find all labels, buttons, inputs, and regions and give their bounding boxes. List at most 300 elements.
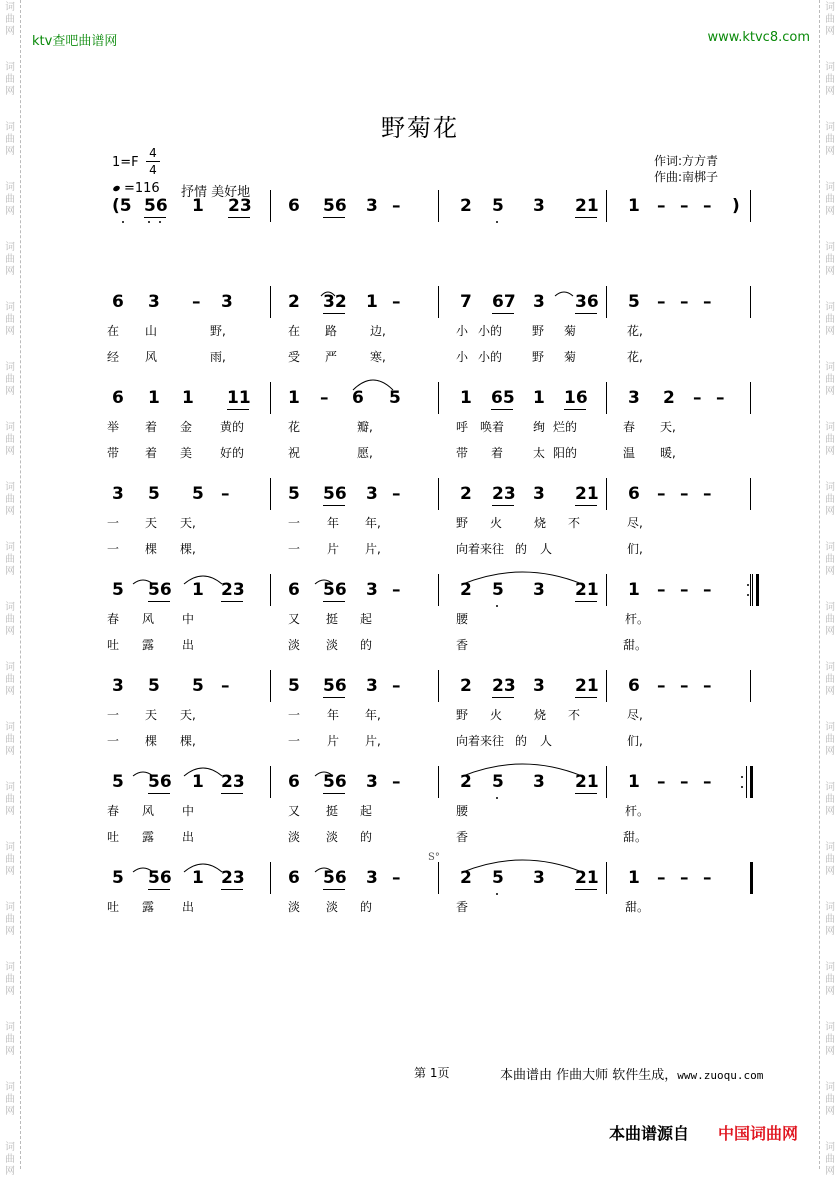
beam-line xyxy=(323,217,345,218)
watermark-char: 网 xyxy=(5,206,15,217)
lyric-verse-1: 香 xyxy=(456,900,469,914)
note: 5 xyxy=(112,868,124,888)
lyric-verse-2: 雨, xyxy=(210,350,226,364)
lyric-verse-1: 烧 xyxy=(534,708,547,722)
watermark-char: 曲 xyxy=(825,554,835,565)
segno-mark: S° xyxy=(428,852,440,863)
lyric-verse-2: 一 xyxy=(107,542,120,556)
lyric-verse-1: 天 xyxy=(145,708,158,722)
watermark-char: 网 xyxy=(825,326,835,337)
watermark-char: 曲 xyxy=(825,1154,835,1165)
watermark-char: 曲 xyxy=(5,734,15,745)
note: 1 xyxy=(628,580,640,600)
watermark-char: 词 xyxy=(825,62,835,73)
lyric-verse-1: 挺 xyxy=(326,612,339,626)
note: 7 xyxy=(460,292,472,312)
bar-line xyxy=(270,382,271,414)
watermark-char: 网 xyxy=(825,926,835,937)
watermark-char: 曲 xyxy=(5,674,15,685)
watermark-char: 曲 xyxy=(5,1094,15,1105)
watermark-char: 词 xyxy=(825,242,835,253)
lyric-verse-2: 祝 xyxy=(288,446,301,460)
slur xyxy=(463,860,582,872)
site-url-right: www.ktvc8.com xyxy=(707,30,810,45)
watermark-char: 曲 xyxy=(825,914,835,925)
tempo-value: =116 xyxy=(124,181,160,196)
watermark-char: 曲 xyxy=(825,254,835,265)
watermark-char: 曲 xyxy=(825,794,835,805)
lyric-verse-1: 腰 xyxy=(456,612,469,626)
watermark-char: 曲 xyxy=(5,1154,15,1165)
watermark-char: 曲 xyxy=(5,854,15,865)
note: 56 xyxy=(323,676,347,696)
lyric-verse-1: 一 xyxy=(288,708,301,722)
bar-line xyxy=(606,766,607,798)
watermark-char: 曲 xyxy=(825,314,835,325)
bar-line xyxy=(438,766,439,798)
watermark-char: 词 xyxy=(5,542,15,553)
watermark-char: 曲 xyxy=(5,314,15,325)
beam-line xyxy=(323,601,345,602)
note: – xyxy=(392,676,401,696)
note: – xyxy=(221,676,230,696)
lyric-verse-2: 淡 xyxy=(326,830,339,844)
note: – xyxy=(703,676,712,696)
lyric-verse-2: 吐 xyxy=(107,830,120,844)
watermark-char: 网 xyxy=(5,446,15,457)
note: 6 xyxy=(112,292,124,312)
watermark-char: 词 xyxy=(5,362,15,373)
watermark-char: 网 xyxy=(825,266,835,277)
note: 2 xyxy=(460,196,472,216)
bar-line xyxy=(606,862,607,894)
lyric-verse-1: 风 xyxy=(142,612,155,626)
bar-line xyxy=(270,190,271,222)
generator-note xyxy=(500,1064,763,1083)
note: 3 xyxy=(533,196,545,216)
watermark-char: 曲 xyxy=(825,1094,835,1105)
bar-line xyxy=(606,190,607,222)
lyric-verse-1: 出 xyxy=(182,900,195,914)
repeat-dot xyxy=(747,584,749,586)
lyric-verse-2: 野 xyxy=(532,350,545,364)
watermark-char: 网 xyxy=(825,206,835,217)
note: 5 xyxy=(492,196,504,216)
watermark-char: 曲 xyxy=(825,434,835,445)
watermark-char: 词 xyxy=(825,302,835,313)
lyric-verse-2: 们, xyxy=(627,734,643,748)
low-octave-dot xyxy=(496,797,498,799)
watermark-char: 词 xyxy=(825,482,835,493)
lyric-verse-2: 太 xyxy=(533,446,546,460)
lyric-verse-2: 小的 xyxy=(478,350,503,364)
note: 2 xyxy=(460,868,472,888)
bar-line xyxy=(606,574,607,606)
beam-line xyxy=(492,505,514,506)
note: 56 xyxy=(323,580,347,600)
lyric-verse-1: 的 xyxy=(360,900,373,914)
bar-line xyxy=(438,670,439,702)
note: 6 xyxy=(288,196,300,216)
note: 3 xyxy=(628,388,640,408)
watermark-char: 词 xyxy=(825,1142,835,1153)
watermark-char: 网 xyxy=(825,626,835,637)
lyric-verse-1: 黄的 xyxy=(220,420,245,434)
lyric-verse-1: 春 xyxy=(623,420,636,434)
lyric-verse-1: 小 xyxy=(456,324,469,338)
note: – xyxy=(703,868,712,888)
note: 5 xyxy=(389,388,401,408)
bar-line xyxy=(606,670,607,702)
lyric-verse-1: 又 xyxy=(288,804,301,818)
watermark-char: 词 xyxy=(5,722,15,733)
lyric-verse-2: 的 xyxy=(515,542,528,556)
note: 56 xyxy=(144,196,168,216)
beam-line xyxy=(221,793,243,794)
note: 6 xyxy=(628,484,640,504)
lyric-verse-2: 带 xyxy=(107,446,120,460)
beam-line xyxy=(148,601,170,602)
note: 1 xyxy=(366,292,378,312)
lyric-verse-2: 吐 xyxy=(107,638,120,652)
lyric-verse-2: 寒, xyxy=(370,350,386,364)
lyric-verse-2: 片 xyxy=(327,734,340,748)
watermark-char: 网 xyxy=(825,506,835,517)
lyric-verse-1: 举 xyxy=(107,420,120,434)
lyric-verse-2: 棵 xyxy=(145,734,158,748)
lyric-verse-1: 淡 xyxy=(326,900,339,914)
note: 5 xyxy=(192,676,204,696)
beam-line xyxy=(323,697,345,698)
watermark-char: 网 xyxy=(5,506,15,517)
bar-line xyxy=(750,382,751,414)
note: 5 xyxy=(148,484,160,504)
watermark-char: 词 xyxy=(825,962,835,973)
lyric-verse-2: 一 xyxy=(288,734,301,748)
note: – xyxy=(716,388,725,408)
watermark-char: 词 xyxy=(5,902,15,913)
watermark-char: 词 xyxy=(5,242,15,253)
watermark-char: 曲 xyxy=(5,14,15,25)
lyric-verse-1: 一 xyxy=(288,516,301,530)
note: – xyxy=(680,868,689,888)
note: 2 xyxy=(460,676,472,696)
watermark-char: 网 xyxy=(825,686,835,697)
note: 3 xyxy=(533,772,545,792)
note: 2 xyxy=(460,484,472,504)
watermark-char: 网 xyxy=(5,1106,15,1117)
note: – xyxy=(392,196,401,216)
note: 6 xyxy=(288,772,300,792)
lyric-verse-2: 片, xyxy=(365,542,381,556)
watermark-char: 曲 xyxy=(825,854,835,865)
note: 23 xyxy=(228,196,252,216)
watermark-char: 网 xyxy=(5,266,15,277)
watermark-char: 词 xyxy=(825,902,835,913)
lyric-verse-1: 春 xyxy=(107,804,120,818)
lyric-verse-1: 烧 xyxy=(534,516,547,530)
note: 21 xyxy=(575,580,599,600)
note: 3 xyxy=(533,580,545,600)
lyric-verse-2: 人 xyxy=(540,734,553,748)
bar-line xyxy=(606,382,607,414)
lyric-verse-2: 愿, xyxy=(357,446,373,460)
note: 5 xyxy=(492,772,504,792)
note: – xyxy=(680,292,689,312)
note: – xyxy=(392,292,401,312)
lyric-verse-1: 年 xyxy=(327,516,340,530)
watermark-char: 词 xyxy=(5,962,15,973)
beam-line xyxy=(323,889,345,890)
note: 3 xyxy=(533,484,545,504)
watermark-char: 词 xyxy=(5,842,15,853)
watermark-char: 词 xyxy=(825,362,835,373)
bar-line xyxy=(270,478,271,510)
source-label: 本曲谱源自 xyxy=(609,1124,690,1143)
note: – xyxy=(657,196,666,216)
note: 3 xyxy=(221,292,233,312)
song-title: 野菊花 xyxy=(381,114,459,142)
lyricist: 作词:方方青 xyxy=(654,154,719,168)
lyric-verse-2: 露 xyxy=(142,830,155,844)
watermark-char: 网 xyxy=(5,986,15,997)
watermark-char: 网 xyxy=(825,866,835,877)
watermark-char: 网 xyxy=(5,386,15,397)
note: 1 xyxy=(460,388,472,408)
beam-line xyxy=(148,793,170,794)
watermark-char: 曲 xyxy=(825,134,835,145)
lyric-verse-1: 小的 xyxy=(478,324,503,338)
watermark-char: 曲 xyxy=(5,374,15,385)
lyric-verse-2: 小 xyxy=(456,350,469,364)
slur xyxy=(463,572,582,584)
time-signature-bottom: 4 xyxy=(149,163,157,177)
lyric-verse-1: 呼 xyxy=(456,420,469,434)
watermark-char: 曲 xyxy=(825,974,835,985)
lyric-verse-2: 向着来往 xyxy=(456,734,505,748)
beam-line xyxy=(228,217,250,218)
note: 5 xyxy=(628,292,640,312)
lyric-verse-1: 年 xyxy=(327,708,340,722)
bar-line xyxy=(438,286,439,318)
bar-line xyxy=(750,286,751,318)
bar-line xyxy=(606,286,607,318)
lyric-verse-1: 年, xyxy=(365,708,381,722)
note: 1 xyxy=(192,868,204,888)
lyric-verse-1: 花 xyxy=(288,420,301,434)
lyric-verse-1: 年, xyxy=(365,516,381,530)
watermark-char: 曲 xyxy=(825,614,835,625)
note: 6 xyxy=(628,676,640,696)
final-barline xyxy=(750,862,753,894)
lyric-verse-1: 瓣, xyxy=(357,420,373,434)
watermark-char: 词 xyxy=(825,2,835,13)
lyric-verse-1: 天, xyxy=(180,708,196,722)
note: 1 xyxy=(628,868,640,888)
note: 5 xyxy=(148,676,160,696)
beam-line xyxy=(221,889,243,890)
watermark-char: 曲 xyxy=(825,494,835,505)
lyric-verse-1: 天 xyxy=(145,516,158,530)
watermark-char: 曲 xyxy=(5,974,15,985)
low-octave-dot xyxy=(496,605,498,607)
lyric-verse-1: 露 xyxy=(142,900,155,914)
lyric-verse-2: 向着来往 xyxy=(456,542,505,556)
bar-line xyxy=(750,478,751,510)
bar-line xyxy=(438,478,439,510)
low-octave-dot xyxy=(496,893,498,895)
lyric-verse-1: 金 xyxy=(180,420,193,434)
watermark-char: 词 xyxy=(5,1142,15,1153)
bar-line xyxy=(270,574,271,606)
note: 21 xyxy=(575,196,599,216)
note: 3 xyxy=(533,868,545,888)
note: – xyxy=(703,484,712,504)
lyric-verse-2: 棵 xyxy=(145,542,158,556)
beam-line xyxy=(144,217,166,218)
bar-line xyxy=(750,190,751,222)
note: – xyxy=(392,484,401,504)
watermark-char: 网 xyxy=(5,866,15,877)
watermark-char: 网 xyxy=(5,1046,15,1057)
lyric-verse-2: 菊 xyxy=(564,350,577,364)
watermark-char: 曲 xyxy=(5,914,15,925)
lyric-verse-1: 起 xyxy=(360,804,373,818)
repeat-dot xyxy=(741,776,743,778)
beam-line xyxy=(575,217,597,218)
lyric-verse-1: 中 xyxy=(182,612,195,626)
lyric-verse-1: 尽, xyxy=(627,516,643,530)
note: 56 xyxy=(323,484,347,504)
note: 21 xyxy=(575,772,599,792)
watermark-char: 网 xyxy=(5,326,15,337)
note: – xyxy=(703,196,712,216)
lyric-verse-2: 甜。 xyxy=(623,830,648,844)
note: – xyxy=(392,772,401,792)
note: – xyxy=(657,868,666,888)
lyric-verse-2: 人 xyxy=(540,542,553,556)
watermark-char: 网 xyxy=(825,1046,835,1057)
note: 21 xyxy=(575,676,599,696)
slur xyxy=(555,292,573,296)
lyric-verse-1: 在 xyxy=(288,324,301,338)
lyric-verse-2: 受 xyxy=(288,350,301,364)
watermark-char: 词 xyxy=(825,182,835,193)
note: 16 xyxy=(564,388,588,408)
note: – xyxy=(657,580,666,600)
lyric-verse-1: 烂的 xyxy=(553,420,578,434)
watermark-char: 网 xyxy=(5,686,15,697)
watermark-char: 词 xyxy=(5,482,15,493)
note: ) xyxy=(732,196,740,216)
watermark-char: 词 xyxy=(5,662,15,673)
lyric-verse-1: 唤着 xyxy=(480,420,505,434)
watermark-char: 词 xyxy=(5,2,15,13)
watermark-char: 词 xyxy=(825,122,835,133)
watermark-char: 曲 xyxy=(5,614,15,625)
note: 56 xyxy=(323,868,347,888)
beam-line xyxy=(323,313,345,314)
watermark-char: 词 xyxy=(5,782,15,793)
lyric-verse-1: 花, xyxy=(627,324,643,338)
lyric-verse-2: 好的 xyxy=(220,446,245,460)
watermark-char: 网 xyxy=(825,986,835,997)
watermark-char: 词 xyxy=(5,1022,15,1033)
watermark-char: 曲 xyxy=(5,254,15,265)
note: – xyxy=(703,292,712,312)
lyric-verse-2: 香 xyxy=(456,830,469,844)
time-signature-top: 4 xyxy=(149,146,157,160)
note: 1 xyxy=(192,772,204,792)
lyric-verse-1: 天, xyxy=(180,516,196,530)
note: – xyxy=(392,868,401,888)
watermark-char: 网 xyxy=(5,1166,15,1177)
note: 3 xyxy=(112,676,124,696)
lyric-verse-2: 阳的 xyxy=(553,446,578,460)
bar-line xyxy=(438,190,439,222)
watermark-char: 曲 xyxy=(5,74,15,85)
beam-line xyxy=(575,601,597,602)
watermark-char: 曲 xyxy=(5,794,15,805)
note: 6 xyxy=(288,868,300,888)
watermark-char: 曲 xyxy=(825,374,835,385)
bar-line xyxy=(270,286,271,318)
lyric-verse-1: 杆。 xyxy=(625,804,650,818)
watermark-char: 曲 xyxy=(5,494,15,505)
note: 6 xyxy=(112,388,124,408)
bar-line xyxy=(438,862,439,894)
lyric-verse-2: 香 xyxy=(456,638,469,652)
note: 56 xyxy=(148,772,172,792)
beam-line xyxy=(564,409,586,410)
lyric-verse-2: 片 xyxy=(327,542,340,556)
watermark-char: 词 xyxy=(825,422,835,433)
note: 3 xyxy=(366,868,378,888)
watermark-char: 词 xyxy=(825,782,835,793)
note: 2 xyxy=(288,292,300,312)
site-name-left: ktv查吧曲谱网 xyxy=(32,34,118,49)
watermark-char: 网 xyxy=(825,86,835,97)
lyric-verse-1: 腰 xyxy=(456,804,469,818)
watermark-char: 词 xyxy=(5,62,15,73)
watermark-char: 词 xyxy=(825,722,835,733)
note: 32 xyxy=(323,292,347,312)
end-barline-thick xyxy=(750,766,753,798)
lyric-verse-1: 火 xyxy=(490,708,503,722)
note: 1 xyxy=(288,388,300,408)
expression-mark: 抒情 美好地 xyxy=(181,185,251,200)
note: 5 xyxy=(492,580,504,600)
note: 3 xyxy=(533,676,545,696)
watermark-char: 词 xyxy=(5,302,15,313)
note: 3 xyxy=(366,484,378,504)
watermark-char: 曲 xyxy=(5,1034,15,1045)
lyric-verse-2: 片, xyxy=(365,734,381,748)
note: 3 xyxy=(366,676,378,696)
beam-line xyxy=(323,793,345,794)
note: 65 xyxy=(491,388,515,408)
note: 23 xyxy=(492,676,516,696)
watermark-char: 词 xyxy=(5,422,15,433)
watermark-char: 曲 xyxy=(5,434,15,445)
note: 5 xyxy=(492,868,504,888)
note: 1 xyxy=(148,388,160,408)
watermark-char: 词 xyxy=(825,542,835,553)
note: 6 xyxy=(352,388,364,408)
lyric-verse-2: 淡 xyxy=(288,638,301,652)
bar-line xyxy=(750,670,751,702)
watermark-char: 网 xyxy=(5,806,15,817)
